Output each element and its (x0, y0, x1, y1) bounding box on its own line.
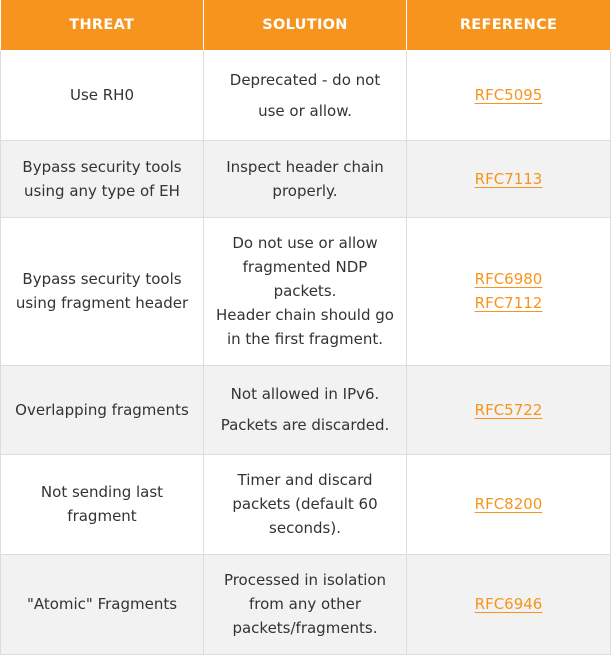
reference-cell (407, 50, 611, 140)
table-row (1, 365, 611, 454)
solution-cell (204, 365, 407, 454)
solution-text: Header chain should go in the first fragment. (216, 306, 394, 348)
solution-text: Inspect header chain properly. (226, 157, 384, 200)
threat-cell: Bypass security tools using fragment header (1, 217, 204, 365)
table-row (1, 217, 611, 365)
rfc-link[interactable]: RFC6946 (474, 595, 543, 613)
table-row (1, 454, 611, 554)
reference-cell (407, 554, 611, 654)
table-row (1, 50, 611, 140)
solution-text: Processed in isolation from any other packets/fragments. (223, 571, 387, 637)
table-row (1, 140, 611, 217)
threat-column-header: THREAT (1, 0, 204, 50)
threat-cell: Use RH0 (1, 50, 204, 140)
table-row (1, 554, 611, 654)
threat-cell: Not sending last fragment (1, 454, 204, 554)
solution-cell (204, 454, 407, 554)
threat-cell: "Atomic" Fragments (1, 554, 204, 654)
solution-cell (204, 217, 407, 365)
reference-cell (407, 140, 611, 217)
solution-cell (204, 554, 407, 654)
rfc-link[interactable]: RFC6980 (474, 270, 543, 288)
solution-text: Deprecated - do not (229, 70, 381, 89)
solution-text: Packets are discarded. (220, 416, 390, 434)
rfc-link[interactable]: RFC7112 (474, 294, 543, 312)
threat-cell: Bypass security tools using any type of EH (1, 140, 204, 217)
reference-cell (407, 217, 611, 365)
solution-text: use or allow. (258, 101, 352, 120)
header-row (1, 0, 611, 50)
threat-cell: Overlapping fragments (1, 365, 204, 454)
reference-cell (407, 454, 611, 554)
solution-column-header: SOLUTION (204, 0, 407, 50)
solution-cell (204, 50, 407, 140)
rfc-link[interactable]: RFC8200 (474, 495, 543, 513)
rfc-link[interactable]: RFC5095 (474, 86, 543, 104)
solution-text: Timer and discard packets (default 60 seconds). (232, 471, 378, 537)
reference-cell (407, 365, 611, 454)
rfc-link[interactable]: RFC5722 (474, 400, 543, 419)
reference-column-header: REFERENCE (407, 0, 611, 50)
rfc-link[interactable]: RFC7113 (474, 169, 543, 188)
solution-text: Not allowed in IPv6. (230, 385, 380, 403)
solution-cell (204, 140, 407, 217)
solution-text: Do not use or allow fragmented NDP packets. (232, 234, 378, 300)
